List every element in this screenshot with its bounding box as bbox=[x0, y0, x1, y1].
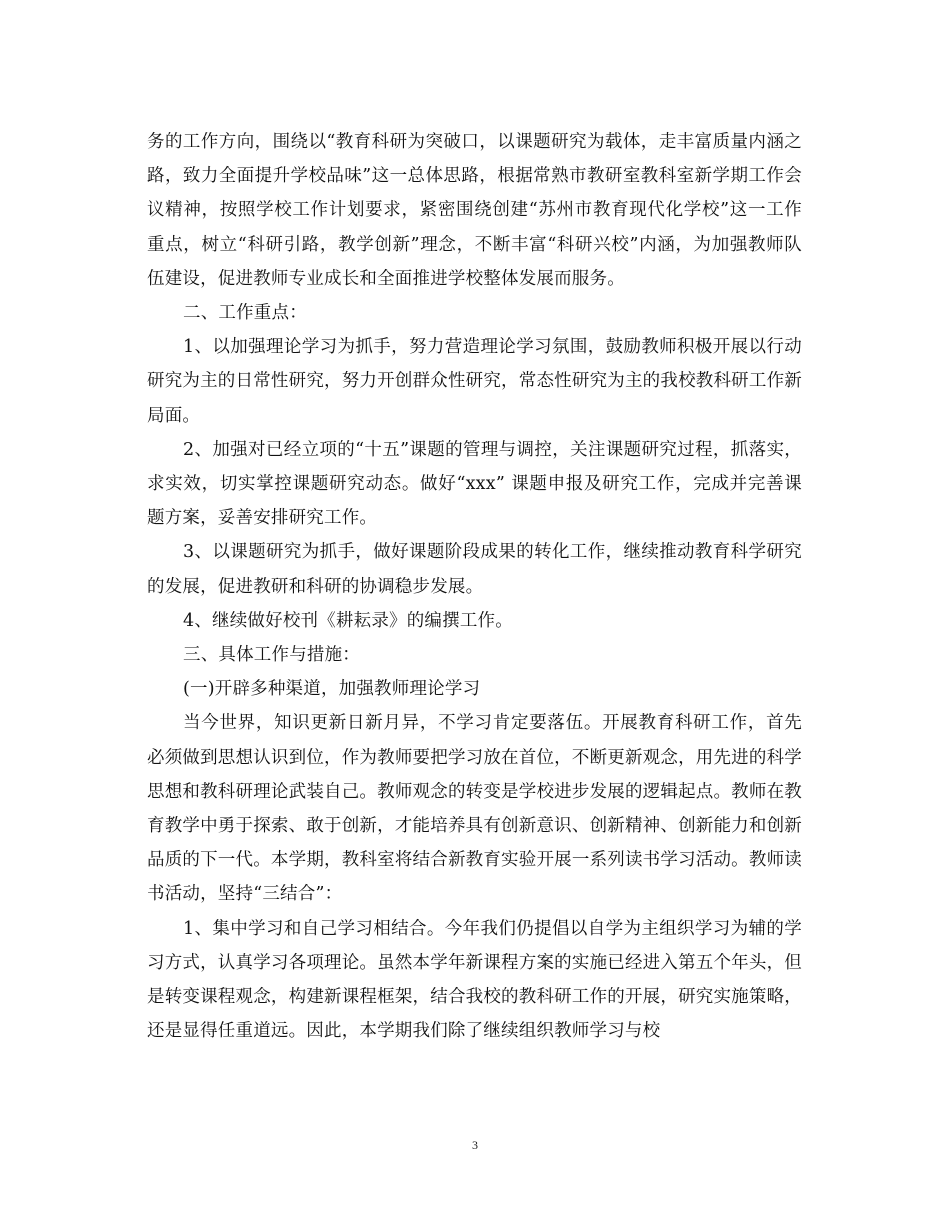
paragraph-focus-4: 4、继续做好校刊《耕耘录》的编撰工作。 bbox=[183, 610, 513, 631]
paragraph-combined-study: 1、集中学习和自己学习相结合。今年我们仍提倡以自学为主组织学习为辅的学习方式，认真学习各项理论。虽然本学年新课程方案的实施已经进入第五个年头，但是转变课程观念，构建新课程框架，结合我校的教科研工作的开展，研究实施策略，还是显得任重道远。因此，本学期我们除了继续组织教师学习与校 bbox=[147, 918, 802, 1042]
document-body bbox=[147, 125, 802, 1048]
heading-measures: 三、具体工作与措施： bbox=[183, 645, 360, 666]
paragraph-focus-3: 3、以课题研究为抓手，做好课题阶段成果的转化工作，继续推动教育科学研究的发展，促进教研和科研的协调稳步发展。 bbox=[147, 542, 802, 597]
paragraph-focus-2: 2、加强对已经立项的“十五”课题的管理与调控，关注课题研究过程，抓落实，求实效，切实掌控课题研究动态。做好“xxx” 课题申报及研究工作，完成并完善课题方案，妥善安排研究工作。 bbox=[147, 439, 802, 529]
page-number: 3 bbox=[472, 1138, 478, 1152]
subheading-theory-study: (一)开辟多种渠道，加强教师理论学习 bbox=[183, 679, 481, 700]
heading-work-focus: 二、工作重点： bbox=[183, 303, 307, 324]
paragraph-intro-continued: 务的工作方向，围绕以“教育科研为突破口，以课题研究为载体，走丰富质量内涵之路，致力全面提升学校品味”这一总体思路，根据常熟市教研室教科室新学期工作会议精神，按照学校工作计划要求，紧密围绕创建“苏州市教育现代化学校”这一工作重点，树立“科研引路，教学创新”理念，不断丰富“科研兴校”内涵，为加强教师队伍建设，促进教师专业成长和全面推进学校整体发展而服务。 bbox=[147, 132, 802, 289]
paragraph-focus-1: 1、以加强理论学习为抓手，努力营造理论学习氛围，鼓励教师积极开展以行动研究为主的日常性研究，努力开创群众性研究，常态性研究为主的我校教科研工作新局面。 bbox=[147, 337, 802, 426]
paragraph-theory-study: 当今世界，知识更新日新月异，不学习肯定要落伍。开展教育科研工作，首先必须做到思想认识到位，作为教师要把学习放在首位，不断更新观念，用先进的科学思想和教科研理论武装自己。教师观念的转变是学校进步发展的逻辑起点。教师在教育教学中勇于探索、敢于创新，才能培养具有创新意识、创新精神、创新能力和创新品质的下一代。本学期，教科室将结合新教育实验开展一系列读书学习活动。教师读书活动，坚持“三结合”： bbox=[147, 713, 802, 905]
